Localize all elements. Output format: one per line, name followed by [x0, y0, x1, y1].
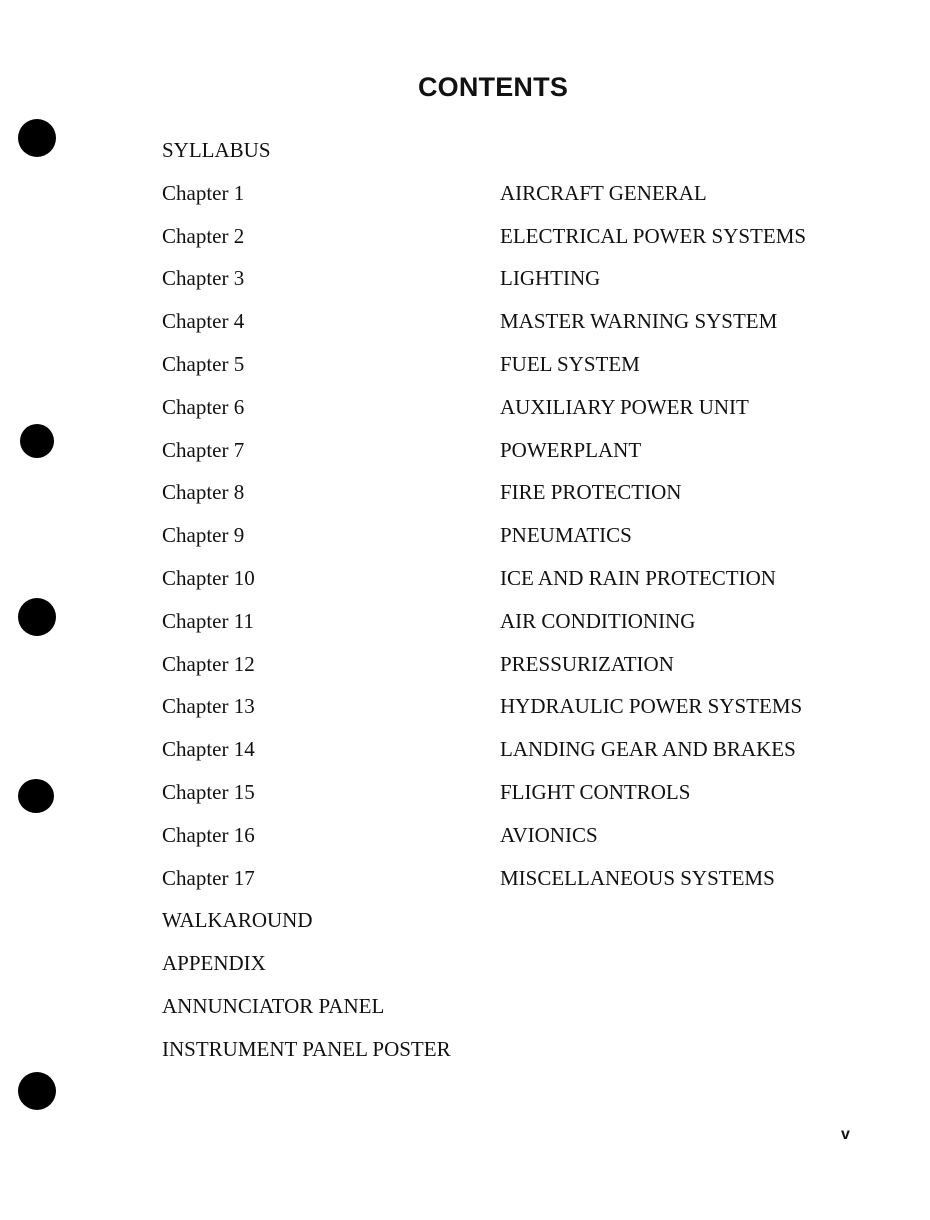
toc-entry-title: PRESSURIZATION [500, 651, 674, 676]
toc-entry-label: Chapter 3 [162, 266, 245, 291]
toc-entry-label: Chapter 16 [162, 822, 255, 847]
toc-entry [162, 728, 902, 771]
toc-entry-title: MISCELLANEOUS SYSTEMS [500, 865, 775, 890]
punch-hole [18, 598, 56, 636]
page-title: CONTENTS [417, 72, 569, 102]
toc-entry [162, 1028, 902, 1071]
punch-hole [20, 424, 54, 458]
toc-entry [162, 257, 902, 300]
toc-entry-title: ELECTRICAL POWER SYSTEMS [500, 223, 807, 248]
toc-entry [162, 814, 902, 857]
toc-entry-title: FUEL SYSTEM [500, 351, 640, 376]
toc-entry-label: Chapter 7 [162, 437, 245, 462]
toc-entry-title: AUXILIARY POWER UNIT [500, 394, 749, 419]
toc-entry [162, 172, 902, 215]
toc-entry-title: PNEUMATICS [500, 523, 632, 548]
toc-entry-title: FIRE PROTECTION [500, 480, 682, 505]
toc-entry [162, 343, 902, 386]
toc-entry [162, 685, 902, 728]
toc-entry [162, 600, 902, 643]
toc-entry [162, 985, 902, 1028]
toc-entry-title: ICE AND RAIN PROTECTION [500, 565, 776, 590]
toc-entry-label: Chapter 6 [162, 394, 245, 419]
toc-entry-label: Chapter 14 [162, 737, 255, 762]
toc-entry-title: LIGHTING [500, 266, 601, 291]
toc-entry [162, 471, 902, 514]
toc-entry-label: Chapter 12 [162, 651, 255, 676]
toc-entry [162, 857, 902, 900]
toc-entry-title: HYDRAULIC POWER SYSTEMS [500, 694, 803, 719]
toc-entry [162, 514, 902, 557]
toc-entry [162, 643, 902, 686]
toc-entry-title: AIRCRAFT GENERAL [500, 180, 707, 205]
toc-entry-label: Chapter 2 [162, 223, 245, 248]
toc-entry [162, 771, 902, 814]
punch-hole [18, 119, 56, 157]
punch-hole [18, 779, 54, 813]
toc-entry-title: AVIONICS [500, 822, 598, 847]
toc-entry [162, 557, 902, 600]
toc-entry [162, 899, 902, 942]
toc-entry [162, 129, 902, 172]
toc-entry-label: SYLLABUS [162, 138, 271, 162]
toc-entry-label: Chapter 15 [162, 779, 255, 804]
toc-entry-label: Chapter 17 [162, 865, 255, 890]
toc-entry [162, 942, 902, 985]
toc-entry-label: Chapter 4 [162, 309, 245, 334]
page-number: v [841, 1126, 850, 1143]
toc-entry-label: INSTRUMENT PANEL POSTER [162, 1036, 451, 1061]
toc-entry-label: Chapter 1 [162, 180, 245, 205]
table-of-contents [162, 129, 902, 1071]
toc-entry-label: Chapter 9 [162, 523, 245, 548]
toc-entry [162, 386, 902, 429]
toc-entry [162, 300, 902, 343]
toc-entry-title: POWERPLANT [500, 437, 642, 462]
toc-entry-title: AIR CONDITIONING [500, 608, 696, 633]
toc-entry-title: FLIGHT CONTROLS [500, 779, 691, 804]
toc-entry-label: Chapter 13 [162, 694, 255, 719]
toc-entry [162, 429, 902, 472]
toc-entry-title: MASTER WARNING SYSTEM [500, 309, 778, 334]
toc-entry-label: ANNUNCIATOR PANEL [162, 993, 385, 1018]
toc-entry-label: APPENDIX [162, 951, 266, 976]
toc-entry-label: Chapter 8 [162, 480, 245, 505]
toc-entry-title: LANDING GEAR AND BRAKES [500, 737, 796, 762]
toc-entry-label: Chapter 5 [162, 351, 245, 376]
toc-entry-label: Chapter 11 [162, 608, 254, 633]
toc-entry-label: WALKAROUND [162, 908, 313, 933]
toc-entry-label: Chapter 10 [162, 565, 255, 590]
punch-hole [18, 1072, 56, 1110]
toc-entry [162, 215, 902, 258]
